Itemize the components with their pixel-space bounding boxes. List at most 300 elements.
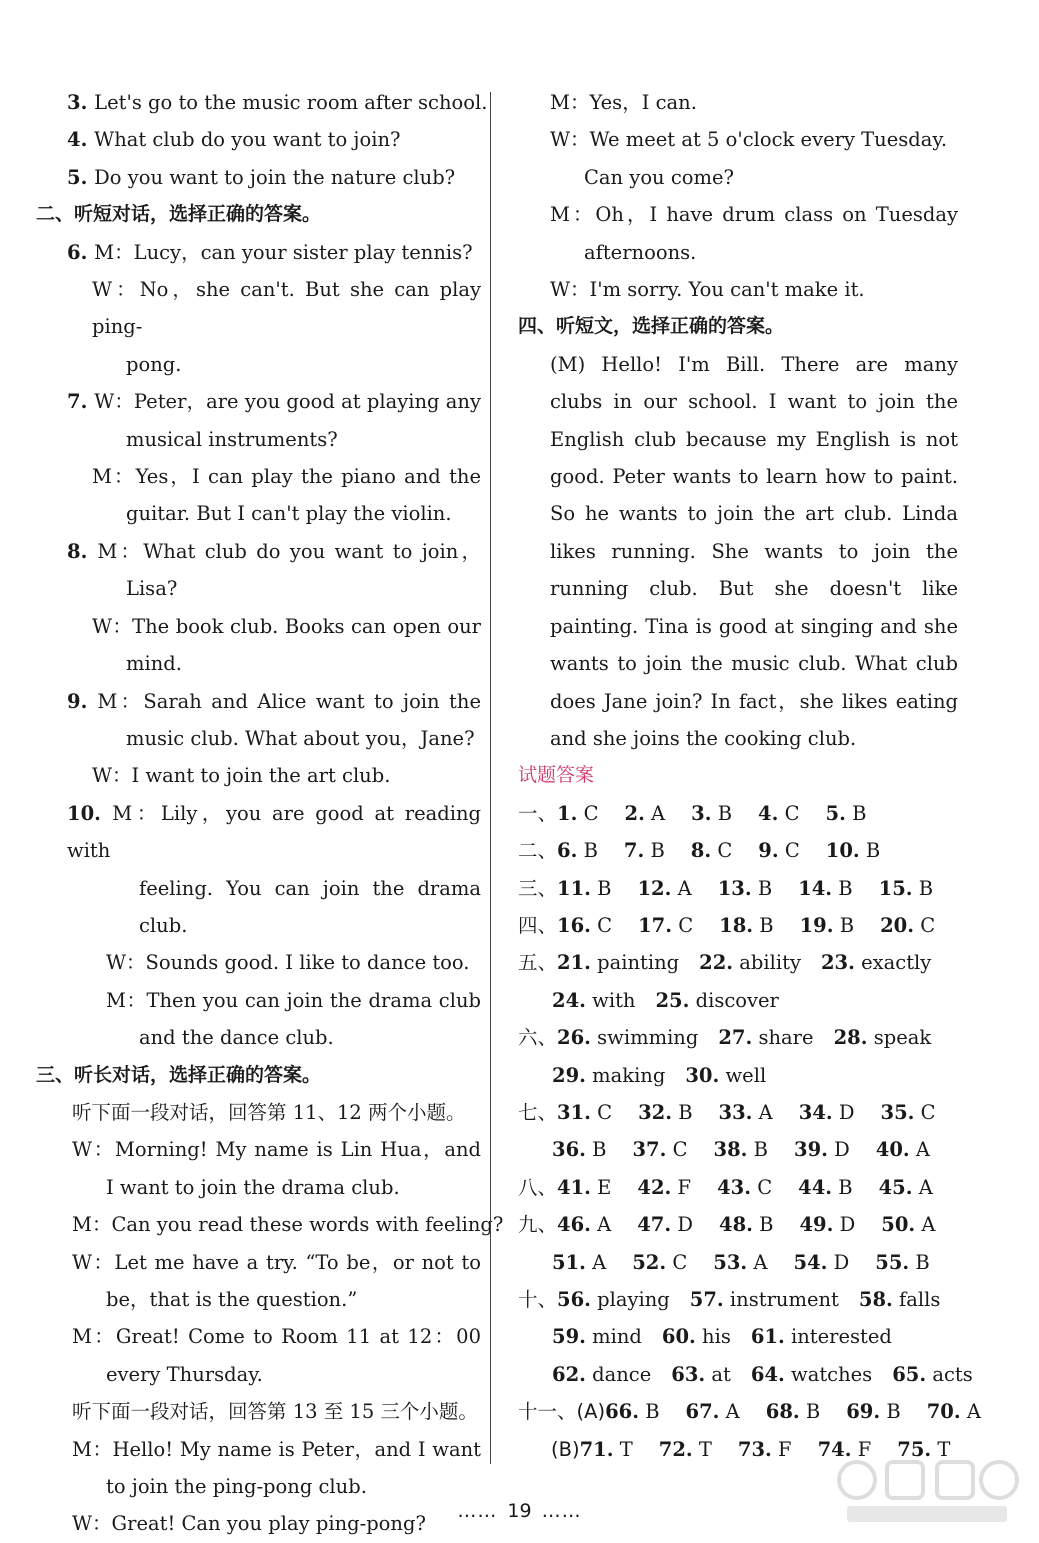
line-text: pong. bbox=[126, 352, 182, 376]
line-text: M：Lucy，can your sister play tennis? bbox=[94, 240, 473, 264]
answer-value: B bbox=[747, 1138, 768, 1162]
answer-value: D bbox=[832, 1100, 855, 1124]
transcript-line bbox=[518, 495, 958, 532]
answer-item bbox=[605, 1393, 659, 1430]
answer-item bbox=[691, 832, 732, 869]
answer-value: making bbox=[585, 1063, 666, 1087]
answer-value: C bbox=[590, 913, 613, 937]
answer-value: B bbox=[912, 876, 934, 900]
answer-item bbox=[821, 944, 931, 981]
answer-item bbox=[826, 832, 880, 869]
transcript-line bbox=[36, 757, 481, 794]
answer-item bbox=[794, 1131, 850, 1168]
line-text: M：Hello! My name is Peter，and I want bbox=[72, 1437, 481, 1461]
answer-row bbox=[518, 1131, 958, 1168]
watermark-logo bbox=[827, 1450, 1027, 1530]
answer-item bbox=[552, 1244, 606, 1281]
answer-value: C bbox=[751, 1175, 773, 1199]
answer-section-label: 六、 bbox=[518, 1026, 558, 1050]
answer-number: 22. bbox=[699, 951, 734, 975]
answer-value: C bbox=[577, 801, 599, 825]
answer-item bbox=[638, 1094, 692, 1131]
answer-number: 60. bbox=[661, 1325, 696, 1349]
transcript-line bbox=[36, 84, 488, 121]
answer-number: 36. bbox=[552, 1138, 586, 1162]
answer-number: 21. bbox=[557, 951, 591, 975]
answer-item bbox=[637, 870, 691, 907]
answer-number: 24. bbox=[552, 988, 586, 1012]
answer-value: B bbox=[751, 876, 773, 900]
answer-value: B bbox=[672, 1100, 693, 1124]
line-text: feeling. You can join the drama bbox=[139, 876, 481, 900]
answer-value: playing bbox=[590, 1288, 670, 1311]
transcript-line bbox=[36, 570, 481, 607]
answer-number: 20. bbox=[880, 913, 915, 937]
answer-number: 31. bbox=[557, 1100, 591, 1124]
line-text: M：What club do you want to join， bbox=[97, 539, 482, 563]
answer-value: ability bbox=[733, 951, 801, 975]
answer-number: 33. bbox=[718, 1100, 753, 1124]
question-number: 3. bbox=[67, 91, 95, 114]
answer-value: A bbox=[912, 1175, 933, 1199]
answer-number: 57. bbox=[689, 1288, 724, 1311]
answer-item bbox=[876, 1131, 930, 1168]
answer-value: A bbox=[719, 1400, 740, 1424]
transcript-continued bbox=[518, 84, 958, 757]
answer-value: B bbox=[590, 876, 612, 900]
answer-number: 3. bbox=[691, 801, 712, 825]
transcript-line bbox=[36, 458, 481, 495]
answer-value: B bbox=[859, 839, 881, 863]
answer-item bbox=[738, 1431, 792, 1468]
line-text: Let's go to the music room after school. bbox=[94, 91, 488, 114]
answer-number: 68. bbox=[765, 1400, 800, 1424]
answer-item bbox=[766, 1393, 820, 1430]
answer-number: 8. bbox=[690, 839, 712, 863]
answer-item bbox=[881, 1206, 935, 1243]
answer-value: B bbox=[711, 801, 733, 825]
answer-number: 49. bbox=[799, 1213, 834, 1237]
line-text: be，that is the question.” bbox=[106, 1288, 358, 1311]
answer-number: 54. bbox=[793, 1250, 828, 1274]
answer-number: 14. bbox=[798, 876, 833, 900]
transcript-line bbox=[36, 907, 481, 944]
answer-value: well bbox=[719, 1063, 767, 1087]
transcript-line bbox=[36, 795, 481, 870]
question-number: 6. bbox=[67, 240, 95, 264]
answer-value: C bbox=[672, 913, 694, 937]
answer-number: 61. bbox=[750, 1325, 785, 1349]
transcript-line bbox=[36, 1131, 481, 1168]
answer-number: 38. bbox=[713, 1138, 748, 1162]
answer-item bbox=[557, 1281, 670, 1318]
answer-row bbox=[518, 832, 958, 869]
answer-item bbox=[557, 1169, 611, 1206]
answer-number: 58. bbox=[858, 1288, 893, 1311]
answer-item bbox=[691, 795, 732, 832]
answer-item bbox=[892, 1356, 973, 1393]
transcript-line bbox=[518, 271, 958, 308]
transcript-line bbox=[36, 944, 481, 981]
answer-number: 70. bbox=[926, 1400, 961, 1424]
answer-value: C bbox=[778, 801, 800, 825]
transcript-line bbox=[36, 383, 481, 420]
answer-number: 15. bbox=[878, 876, 913, 900]
answer-value: with bbox=[585, 988, 636, 1012]
section-heading: 二、听短对话，选择正确的答案。 bbox=[36, 203, 322, 226]
line-text: W：We meet at 5 o'clock every Tuesday. bbox=[550, 128, 948, 152]
answer-item bbox=[800, 907, 854, 944]
answer-value: T bbox=[931, 1437, 951, 1461]
answer-number: 55. bbox=[875, 1250, 910, 1274]
answer-item bbox=[659, 1431, 712, 1468]
answer-row bbox=[518, 1057, 958, 1094]
transcript-line bbox=[36, 1169, 481, 1206]
answer-section-label: 二、 bbox=[518, 839, 558, 863]
answer-item bbox=[880, 907, 935, 944]
answer-number: 39. bbox=[794, 1138, 828, 1162]
transcript-line bbox=[36, 121, 481, 158]
answer-value: B bbox=[833, 913, 855, 937]
answer-item bbox=[794, 1244, 850, 1281]
answer-row bbox=[518, 1393, 981, 1430]
answer-value: A bbox=[909, 1138, 930, 1162]
answer-number: 19. bbox=[799, 913, 834, 937]
answer-item bbox=[557, 832, 598, 869]
answer-value: speak bbox=[867, 1026, 932, 1050]
transcript-line bbox=[36, 271, 481, 346]
answer-value: B bbox=[644, 839, 665, 863]
answer-value: F bbox=[671, 1175, 692, 1199]
answer-number: 53. bbox=[713, 1250, 748, 1274]
transcript-line bbox=[518, 458, 958, 495]
answer-number: 4. bbox=[758, 801, 779, 825]
answer-number: 63. bbox=[671, 1362, 706, 1386]
answer-value: share bbox=[752, 1026, 814, 1050]
answer-item bbox=[557, 1206, 611, 1243]
answer-number: 2. bbox=[624, 801, 645, 825]
line-text: to join the ping-pong club. bbox=[106, 1475, 367, 1499]
answer-item bbox=[638, 907, 693, 944]
answer-value: F bbox=[771, 1437, 792, 1461]
answer-number: 51. bbox=[552, 1250, 586, 1274]
answer-value: at bbox=[705, 1362, 731, 1386]
transcript-line bbox=[36, 234, 481, 271]
answer-number: 74. bbox=[817, 1437, 852, 1461]
answer-number: 48. bbox=[719, 1213, 753, 1237]
transcript-line bbox=[36, 1318, 481, 1355]
answer-item bbox=[718, 1019, 813, 1056]
answer-item bbox=[881, 1094, 936, 1131]
line-text: W：I want to join the art club. bbox=[92, 764, 391, 788]
answer-number: 37. bbox=[632, 1138, 667, 1162]
answer-row bbox=[518, 982, 958, 1019]
answer-value: B bbox=[845, 801, 867, 825]
answer-value: A bbox=[590, 1213, 612, 1237]
line-text: (M) Hello! I'm Bill. There are many bbox=[550, 352, 958, 376]
transcript-line bbox=[518, 608, 958, 645]
answer-number: 11. bbox=[557, 876, 591, 900]
line-text: Do you want to join the nature club? bbox=[94, 165, 456, 189]
line-text: M：Sarah and Alice want to join the bbox=[97, 689, 481, 713]
transcript-line bbox=[36, 1431, 481, 1468]
answer-number: 46. bbox=[557, 1213, 591, 1237]
answer-item bbox=[686, 1393, 740, 1430]
answer-item bbox=[798, 870, 852, 907]
answer-value: D bbox=[827, 1138, 850, 1162]
line-text: W：The book club. Books can open our bbox=[92, 614, 481, 638]
answer-section-label: 三、 bbox=[518, 876, 558, 900]
line-text: W：Morning! My name is Lin Hua，and bbox=[72, 1138, 481, 1162]
answer-item bbox=[826, 795, 867, 832]
answer-row bbox=[518, 1318, 958, 1355]
transcript-line bbox=[36, 608, 481, 645]
answer-item bbox=[699, 944, 801, 981]
answer-number: 10. bbox=[825, 839, 860, 863]
answer-item bbox=[719, 1206, 773, 1243]
answer-value: C bbox=[666, 1138, 688, 1162]
answer-value: painting bbox=[590, 951, 680, 975]
answer-number: 9. bbox=[758, 839, 779, 863]
answer-value: swimming bbox=[590, 1026, 699, 1050]
answer-item bbox=[799, 1094, 855, 1131]
left-column bbox=[36, 84, 504, 1543]
line-text: and she joins the cooking club. bbox=[550, 726, 857, 750]
answer-number: 62. bbox=[552, 1362, 586, 1386]
answer-value: T bbox=[613, 1437, 633, 1461]
answer-number: 65. bbox=[892, 1362, 927, 1386]
answer-item bbox=[879, 1169, 933, 1206]
answer-item bbox=[834, 1019, 932, 1056]
line-text: Can you come? bbox=[584, 165, 734, 189]
answer-number: 34. bbox=[798, 1100, 833, 1124]
answer-item bbox=[552, 1356, 651, 1393]
transcript-line bbox=[518, 421, 958, 458]
line-text: M：Can you read these words with feeling? bbox=[72, 1213, 504, 1237]
line-text: W：No，she can't. But she can play ping- bbox=[92, 278, 481, 339]
answer-value: D bbox=[671, 1213, 694, 1237]
answer-value: C bbox=[666, 1250, 688, 1274]
transcript-line bbox=[518, 645, 958, 682]
answer-number: 7. bbox=[623, 839, 645, 863]
answer-item bbox=[552, 1057, 665, 1094]
line-text: clubs in our school. I want to join the bbox=[550, 390, 958, 414]
answer-item bbox=[655, 982, 778, 1019]
line-text: W：Great! Can you play ping-pong? bbox=[72, 1512, 426, 1536]
answer-value: A bbox=[644, 801, 666, 825]
line-text: M：Oh，I have drum class on Tuesday bbox=[550, 203, 958, 227]
line-text: W：Let me have a try. “To be，or not to bbox=[72, 1250, 481, 1274]
answer-item bbox=[719, 907, 773, 944]
answer-row bbox=[518, 1244, 958, 1281]
line-text: W：Peter，are you good at playing any bbox=[94, 390, 481, 414]
line-text: M：Yes，I can. bbox=[550, 91, 697, 114]
answer-section-label: 八、 bbox=[518, 1175, 558, 1199]
line-text: guitar. But I can't play the violin. bbox=[126, 502, 452, 526]
answer-item bbox=[671, 1356, 731, 1393]
transcript-line bbox=[36, 421, 481, 458]
transcript-line bbox=[518, 383, 958, 420]
answer-number: 29. bbox=[552, 1063, 586, 1087]
answer-row bbox=[518, 1356, 973, 1393]
column-divider bbox=[490, 92, 491, 1464]
answer-number: 42. bbox=[637, 1175, 672, 1199]
answer-number: 32. bbox=[638, 1100, 673, 1124]
question-number: 8. bbox=[67, 539, 98, 563]
answer-value: C bbox=[914, 913, 936, 937]
transcript-line bbox=[518, 84, 958, 121]
answer-value: A bbox=[747, 1250, 768, 1274]
transcript-line bbox=[36, 1356, 481, 1393]
transcript-line bbox=[36, 683, 481, 720]
answer-value: C bbox=[914, 1100, 936, 1124]
line-text: wants to join the music club. What club bbox=[550, 652, 958, 676]
answer-value: C bbox=[778, 839, 800, 863]
answer-row bbox=[518, 1169, 958, 1206]
answer-item bbox=[552, 1131, 606, 1168]
section-heading: 三、听长对话，选择正确的答案。 bbox=[36, 1063, 322, 1086]
answer-number: 26. bbox=[557, 1026, 591, 1050]
answer-value: interested bbox=[784, 1325, 892, 1349]
answer-number: 5. bbox=[825, 801, 846, 825]
line-text: every Thursday. bbox=[106, 1362, 263, 1386]
question-number: 5. bbox=[67, 165, 95, 189]
answer-value: watches bbox=[784, 1362, 873, 1386]
answer-value: A bbox=[960, 1400, 981, 1424]
answer-number: 52. bbox=[632, 1250, 667, 1274]
answer-item bbox=[552, 1318, 642, 1355]
answer-row bbox=[518, 1206, 958, 1243]
answer-value: B bbox=[832, 876, 853, 900]
answer-item bbox=[662, 1318, 731, 1355]
line-text: club. bbox=[139, 913, 188, 937]
answer-section-label: (B) bbox=[551, 1437, 580, 1461]
line-text: music club. What about you，Jane? bbox=[126, 726, 475, 750]
answer-value: falls bbox=[892, 1288, 941, 1311]
answer-number: 30. bbox=[685, 1063, 720, 1087]
answer-number: 12. bbox=[637, 876, 672, 900]
answer-item bbox=[713, 1244, 767, 1281]
answer-row bbox=[518, 870, 958, 907]
answer-item bbox=[718, 870, 772, 907]
answer-number: 28. bbox=[833, 1026, 868, 1050]
answer-value: B bbox=[639, 1400, 660, 1424]
answer-number: 69. bbox=[846, 1400, 881, 1424]
answer-number: 1. bbox=[557, 801, 578, 825]
answer-value: mind bbox=[585, 1325, 642, 1349]
answer-number: 67. bbox=[685, 1400, 720, 1424]
transcript-line bbox=[518, 234, 958, 271]
transcript-line bbox=[36, 1244, 481, 1281]
transcript-line bbox=[36, 533, 481, 570]
answer-item bbox=[758, 795, 799, 832]
answer-number: 40. bbox=[875, 1138, 910, 1162]
line-text: afternoons. bbox=[584, 240, 697, 264]
answer-value: F bbox=[851, 1437, 872, 1461]
answer-value: A bbox=[585, 1250, 607, 1274]
transcript-line bbox=[518, 720, 958, 757]
answer-item bbox=[557, 870, 611, 907]
answer-item bbox=[859, 1281, 940, 1318]
answer-number: 71. bbox=[579, 1437, 614, 1461]
answer-value: D bbox=[833, 1213, 856, 1237]
answer-item bbox=[624, 832, 665, 869]
answer-item bbox=[637, 1206, 693, 1243]
line-text: does Jane join? In fact，she likes eating bbox=[550, 689, 958, 713]
answer-item bbox=[552, 982, 635, 1019]
answer-item bbox=[690, 1281, 839, 1318]
right-column bbox=[518, 84, 981, 1468]
answer-value: A bbox=[671, 876, 692, 900]
answer-number: 41. bbox=[557, 1175, 591, 1199]
answer-item bbox=[799, 1206, 855, 1243]
answer-value: dance bbox=[585, 1362, 652, 1386]
answer-number: 43. bbox=[717, 1175, 751, 1199]
transcript-line bbox=[36, 720, 481, 757]
answer-number: 59. bbox=[552, 1325, 586, 1349]
answer-item bbox=[717, 1169, 772, 1206]
answer-number: 35. bbox=[880, 1100, 915, 1124]
answer-value: his bbox=[695, 1325, 731, 1349]
transcript-line bbox=[36, 1281, 481, 1318]
transcript-line bbox=[36, 1019, 481, 1056]
transcript-line bbox=[36, 870, 481, 907]
answer-row bbox=[518, 944, 958, 981]
answer-item bbox=[580, 1431, 633, 1468]
transcript-line bbox=[518, 683, 958, 720]
answer-number: 17. bbox=[638, 913, 673, 937]
line-text: good. Peter wants to learn how to paint. bbox=[550, 465, 958, 489]
answer-number: 73. bbox=[737, 1437, 772, 1461]
question-number: 7. bbox=[67, 390, 95, 414]
answer-value: A bbox=[915, 1213, 936, 1237]
answer-number: 18. bbox=[719, 913, 754, 937]
answer-item bbox=[557, 795, 598, 832]
line-text: 听下面一段对话，回答第 11、12 两个小题。 bbox=[72, 1100, 466, 1124]
answer-item bbox=[557, 907, 612, 944]
answer-section-label: 一、 bbox=[518, 801, 558, 825]
line-text: W：I'm sorry. You can't make it. bbox=[550, 278, 865, 302]
line-text: So he wants to join the art club. Linda bbox=[550, 502, 958, 526]
line-text: and the dance club. bbox=[139, 1026, 334, 1050]
transcript-line bbox=[36, 645, 481, 682]
question-number: 9. bbox=[67, 689, 98, 713]
answer-row bbox=[518, 1094, 958, 1131]
answer-number: 13. bbox=[717, 876, 752, 900]
answer-row bbox=[518, 1019, 958, 1056]
line-text: W：Sounds good. I like to dance too. bbox=[106, 951, 470, 975]
answer-item bbox=[846, 1393, 900, 1430]
answer-section-label: 九、 bbox=[518, 1213, 558, 1237]
line-text: M：Great! Come to Room 11 at 12：00 bbox=[72, 1325, 481, 1349]
line-text: musical instruments? bbox=[126, 427, 338, 451]
answer-value: B bbox=[909, 1250, 930, 1274]
line-text: painting. Tina is good at singing and she bbox=[550, 614, 958, 638]
answer-value: exactly bbox=[854, 951, 932, 975]
answer-value: D bbox=[827, 1250, 850, 1274]
line-text: mind. bbox=[126, 652, 182, 676]
answer-number: 23. bbox=[820, 951, 855, 975]
line-text: running club. But she doesn't like bbox=[550, 577, 958, 601]
answer-number: 44. bbox=[798, 1175, 833, 1199]
answer-value: B bbox=[799, 1400, 821, 1424]
answer-number: 66. bbox=[605, 1400, 639, 1424]
answer-number: 16. bbox=[557, 913, 591, 937]
transcript-line bbox=[36, 495, 481, 532]
answer-number: 56. bbox=[557, 1288, 591, 1311]
transcript-line bbox=[36, 1094, 481, 1131]
answer-value: C bbox=[590, 1100, 613, 1124]
